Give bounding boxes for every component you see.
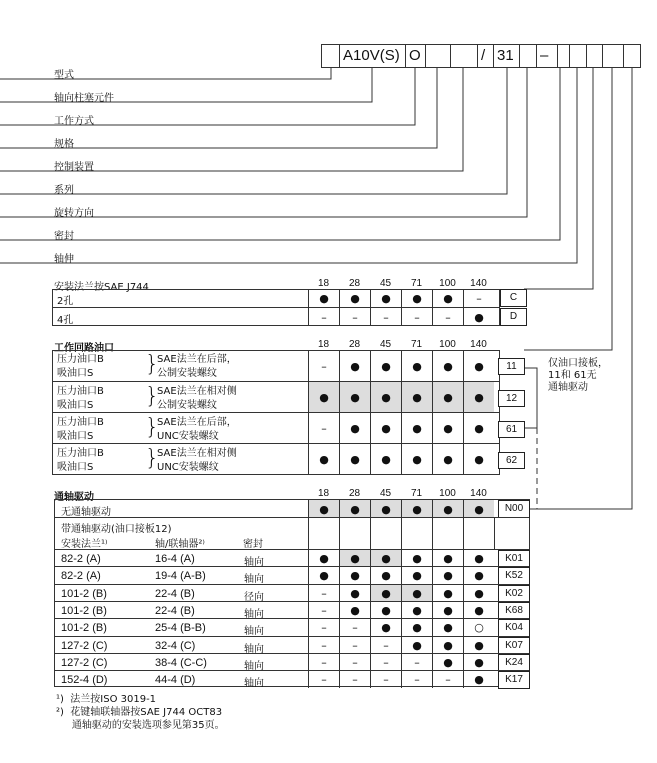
seal-type: 轴向 xyxy=(244,643,264,655)
availability-cell: ● xyxy=(339,444,370,475)
availability-cell: ● xyxy=(370,413,401,444)
availability-cell xyxy=(370,518,401,550)
availability-cell: ● xyxy=(463,567,494,584)
availability-cell: ● xyxy=(339,602,370,619)
ports-title: 工作回路油口 xyxy=(54,343,114,354)
availability-cell: ● xyxy=(370,289,401,308)
availability-cell: – xyxy=(401,671,432,688)
availability-cell: ● xyxy=(370,382,401,413)
option-code: 62 xyxy=(498,452,525,469)
availability-cell xyxy=(401,518,432,550)
availability-cell xyxy=(308,518,339,550)
availability-cell: ● xyxy=(401,444,432,475)
availability-cell: ● xyxy=(401,289,432,308)
type-code-box xyxy=(602,44,624,68)
through-drive-row xyxy=(55,670,529,688)
availability-cell: ● xyxy=(401,585,432,602)
availability-cell: ● xyxy=(463,413,494,444)
option-code: K17 xyxy=(498,671,530,689)
availability-cell: ● xyxy=(432,567,463,584)
size-header: 18 xyxy=(317,488,330,499)
type-code-box: – xyxy=(536,44,558,68)
availability-cell: – xyxy=(308,350,339,382)
option-code: K24 xyxy=(498,654,530,672)
availability-cell: – xyxy=(339,654,370,671)
size-header: 100 xyxy=(439,278,456,289)
availability-cell: – xyxy=(339,671,370,688)
through-drive-row xyxy=(55,653,529,671)
availability-cell: ● xyxy=(463,382,494,413)
mount-flange: 101-2 (B) xyxy=(61,604,107,617)
size-header: 28 xyxy=(348,278,361,289)
availability-cell: ● xyxy=(308,289,339,308)
ports-table xyxy=(52,350,518,475)
availability-cell: ● xyxy=(339,350,370,382)
col-flange: 安装法兰¹⁾ xyxy=(61,539,108,550)
availability-cell: ● xyxy=(432,289,463,308)
seal-type: 轴向 xyxy=(244,574,264,586)
availability-cell: ● xyxy=(401,619,432,636)
mount-flange: 82-2 (A) xyxy=(61,570,101,583)
availability-cell: – xyxy=(308,602,339,619)
option-code: K02 xyxy=(498,585,530,603)
availability-cell: ● xyxy=(463,654,494,671)
brace-icon: } xyxy=(145,415,159,440)
size-header: 18 xyxy=(317,339,330,350)
option-code: 12 xyxy=(498,390,525,407)
availability-cell: ● xyxy=(463,671,494,688)
flange-row xyxy=(53,307,518,326)
through-drive-row xyxy=(55,566,529,584)
availability-cell: ● xyxy=(463,637,494,654)
code-label: 控制装置 xyxy=(54,162,94,173)
port-desc: SAE法兰在相对侧 UNC安装螺纹 xyxy=(157,448,237,473)
availability-cell: ● xyxy=(463,550,494,567)
seal-type: 轴向 xyxy=(244,557,264,568)
code-label: 轴向柱塞元件 xyxy=(54,93,114,104)
through-drive-row xyxy=(55,618,529,636)
availability-cell: ● xyxy=(432,585,463,602)
availability-cell: ● xyxy=(401,637,432,654)
availability-cell: ● xyxy=(463,444,494,475)
through-table xyxy=(54,499,530,690)
availability-cell: ● xyxy=(370,350,401,382)
availability-cell: ● xyxy=(432,637,463,654)
availability-cell: ● xyxy=(339,500,370,518)
type-code-box xyxy=(321,44,340,68)
row-label: 4孔 xyxy=(57,315,74,326)
through-drive-row xyxy=(55,584,529,602)
availability-cell: ● xyxy=(432,500,463,518)
availability-cell: – xyxy=(339,619,370,636)
availability-cell: ○ xyxy=(463,619,494,636)
size-header: 28 xyxy=(348,339,361,350)
option-code: C xyxy=(500,289,527,307)
availability-cell: ● xyxy=(401,550,432,567)
port-desc: SAE法兰在后部， UNC安装螺纹 xyxy=(157,417,237,442)
size-header: 71 xyxy=(410,488,423,499)
option-code: 61 xyxy=(498,421,525,438)
availability-cell: ● xyxy=(401,500,432,518)
size-header: 45 xyxy=(379,278,392,289)
availability-cell: ● xyxy=(339,567,370,584)
type-code-box xyxy=(450,44,478,68)
availability-cell: – xyxy=(308,413,339,444)
availability-cell: ● xyxy=(308,550,339,567)
option-code: D xyxy=(500,308,527,326)
port-row xyxy=(53,443,518,475)
mount-flange: 101-2 (B) xyxy=(61,587,107,600)
availability-cell: – xyxy=(308,619,339,636)
type-code-box xyxy=(519,44,537,68)
row-label: 无通轴驱动 xyxy=(61,507,111,518)
type-code-box xyxy=(586,44,603,68)
brace-icon: } xyxy=(145,352,159,377)
type-code-box xyxy=(623,44,641,68)
availability-cell: ● xyxy=(463,602,494,619)
brace-icon: } xyxy=(145,446,159,471)
port-label: 压力油口B 吸油口S xyxy=(57,386,104,411)
port-desc: SAE法兰在相对侧 公制安装螺纹 xyxy=(157,386,237,411)
availability-cell: ● xyxy=(432,413,463,444)
code-label: 轴伸 xyxy=(54,254,74,265)
availability-cell: ● xyxy=(370,602,401,619)
size-header: 100 xyxy=(439,339,456,350)
availability-cell: ● xyxy=(432,602,463,619)
availability-cell: – xyxy=(339,637,370,654)
availability-cell: ● xyxy=(370,444,401,475)
availability-cell: – xyxy=(308,637,339,654)
row-label: 2孔 xyxy=(57,296,74,307)
availability-cell: ● xyxy=(308,500,339,518)
availability-cell xyxy=(339,518,370,550)
size-header: 140 xyxy=(470,278,487,289)
availability-cell: ● xyxy=(432,350,463,382)
port-row xyxy=(53,412,518,444)
availability-cell: – xyxy=(339,308,370,326)
with-through-label: 带通轴驱动(油口接板12) xyxy=(61,524,172,535)
availability-cell: ● xyxy=(463,308,494,326)
availability-cell: ● xyxy=(370,585,401,602)
availability-cell: ● xyxy=(463,500,494,518)
size-header: 18 xyxy=(317,278,330,289)
availability-cell: – xyxy=(463,289,494,308)
availability-cell: ● xyxy=(339,289,370,308)
blank-code-cell xyxy=(494,518,531,550)
mount-flange: 127-2 (C) xyxy=(61,656,108,669)
availability-cell xyxy=(463,518,494,550)
availability-cell: ● xyxy=(432,550,463,567)
availability-cell: – xyxy=(370,671,401,688)
mount-flange: 127-2 (C) xyxy=(61,639,108,652)
size-header: 140 xyxy=(470,339,487,350)
option-code: K07 xyxy=(498,637,530,655)
ports-note: 仅油口接板， 11和 61无 通轴驱动 xyxy=(548,358,608,393)
footnote-2: ²) 花键轴联轴器按SAE J744 OCT83 通轴驱动的安装选项参见第35页。 xyxy=(56,707,225,731)
availability-cell: ● xyxy=(339,585,370,602)
shaft-coupling: 38-4 (C-C) xyxy=(155,656,207,669)
code-label: 工作方式 xyxy=(54,116,94,127)
size-header: 100 xyxy=(439,488,456,499)
col-shaft: 轴/联轴器²⁾ xyxy=(155,539,205,550)
availability-cell: ● xyxy=(401,382,432,413)
availability-cell: – xyxy=(370,637,401,654)
availability-cell: – xyxy=(432,308,463,326)
through-drive-header-row xyxy=(55,517,529,550)
option-code: K04 xyxy=(498,619,530,637)
availability-cell: – xyxy=(401,654,432,671)
port-label: 压力油口B 吸油口S xyxy=(57,354,104,379)
mount-flange: 82-2 (A) xyxy=(61,553,101,565)
availability-cell: ● xyxy=(432,444,463,475)
port-label: 压力油口B 吸油口S xyxy=(57,448,104,473)
availability-cell: ● xyxy=(370,619,401,636)
availability-cell: – xyxy=(308,671,339,688)
availability-cell: ● xyxy=(432,382,463,413)
availability-cell: ● xyxy=(339,413,370,444)
through-drive-row xyxy=(55,549,529,567)
availability-cell: – xyxy=(308,654,339,671)
availability-cell: – xyxy=(308,585,339,602)
option-code: 11 xyxy=(498,358,525,375)
mount-flange: 101-2 (B) xyxy=(61,622,107,635)
code-label: 旋转方向 xyxy=(54,208,94,219)
port-row xyxy=(53,350,517,382)
availability-cell: ● xyxy=(370,550,401,567)
option-code: N00 xyxy=(498,500,530,518)
code-label: 系列 xyxy=(54,185,74,196)
seal-type: 轴向 xyxy=(244,660,264,672)
availability-cell: ● xyxy=(463,585,494,602)
code-label: 密封 xyxy=(54,231,74,242)
shaft-coupling: 16-4 (A) xyxy=(155,553,195,565)
size-header: 71 xyxy=(410,278,423,289)
seal-type: 径向 xyxy=(244,591,264,603)
availability-cell: – xyxy=(370,308,401,326)
availability-cell: ● xyxy=(339,382,370,413)
flange-table xyxy=(52,289,518,326)
size-header: 140 xyxy=(470,488,487,499)
availability-cell: – xyxy=(432,671,463,688)
type-code-box: A10V(S) xyxy=(339,44,406,68)
availability-cell: ● xyxy=(401,602,432,619)
availability-cell: ● xyxy=(401,413,432,444)
footnote-1: ¹) 法兰按ISO 3019-1 xyxy=(56,694,157,705)
through-drive-row xyxy=(55,636,529,654)
shaft-coupling: 22-4 (B) xyxy=(155,587,195,600)
shaft-coupling: 22-4 (B) xyxy=(155,604,195,617)
option-code: K01 xyxy=(498,550,530,568)
availability-cell: ● xyxy=(308,382,339,413)
type-code-box xyxy=(425,44,451,68)
type-code-box xyxy=(569,44,587,68)
option-code: K52 xyxy=(498,567,530,585)
shaft-coupling: 25-4 (B-B) xyxy=(155,622,206,635)
code-label: 型式 xyxy=(54,70,74,81)
no-through-drive-row xyxy=(55,500,529,518)
through-drive-row xyxy=(55,601,529,619)
seal-type: 轴向 xyxy=(244,608,264,620)
availability-cell: ● xyxy=(401,350,432,382)
size-header: 71 xyxy=(410,339,423,350)
through-title: 通轴驱动 xyxy=(54,492,94,503)
col-seal: 密封 xyxy=(243,539,263,550)
port-desc: SAE法兰在后部， 公制安装螺纹 xyxy=(157,354,237,379)
availability-cell: ● xyxy=(370,567,401,584)
size-header: 45 xyxy=(379,488,392,499)
availability-cell: ● xyxy=(401,567,432,584)
type-code-box: O xyxy=(405,44,426,68)
option-code: K68 xyxy=(498,602,530,620)
shaft-coupling: 19-4 (A-B) xyxy=(155,570,206,583)
flange-row xyxy=(53,289,518,308)
port-label: 压力油口B 吸油口S xyxy=(57,417,104,442)
availability-cell: ● xyxy=(339,550,370,567)
type-code-box: 31 xyxy=(493,44,520,68)
availability-cell: ● xyxy=(370,500,401,518)
shaft-coupling: 32-4 (C) xyxy=(155,639,196,652)
availability-cell: ● xyxy=(463,350,494,382)
availability-cell: – xyxy=(370,654,401,671)
availability-cell: ● xyxy=(432,654,463,671)
seal-type: 轴向 xyxy=(244,626,264,638)
type-code-box: / xyxy=(477,44,494,68)
code-label: 规格 xyxy=(54,139,74,150)
port-row xyxy=(53,381,518,413)
availability-cell: ● xyxy=(432,619,463,636)
flange-title: 安装法兰按SAE J744 xyxy=(54,282,149,293)
availability-cell: ● xyxy=(308,567,339,584)
availability-cell xyxy=(432,518,463,550)
size-header: 45 xyxy=(379,339,392,350)
availability-cell: – xyxy=(308,308,339,326)
mount-flange: 152-4 (D) xyxy=(61,674,108,687)
shaft-coupling: 44-4 (D) xyxy=(155,674,196,687)
size-header: 28 xyxy=(348,488,361,499)
brace-icon: } xyxy=(145,384,159,409)
availability-cell: – xyxy=(401,308,432,326)
availability-cell: ● xyxy=(308,444,339,475)
seal-type: 轴向 xyxy=(244,678,264,690)
